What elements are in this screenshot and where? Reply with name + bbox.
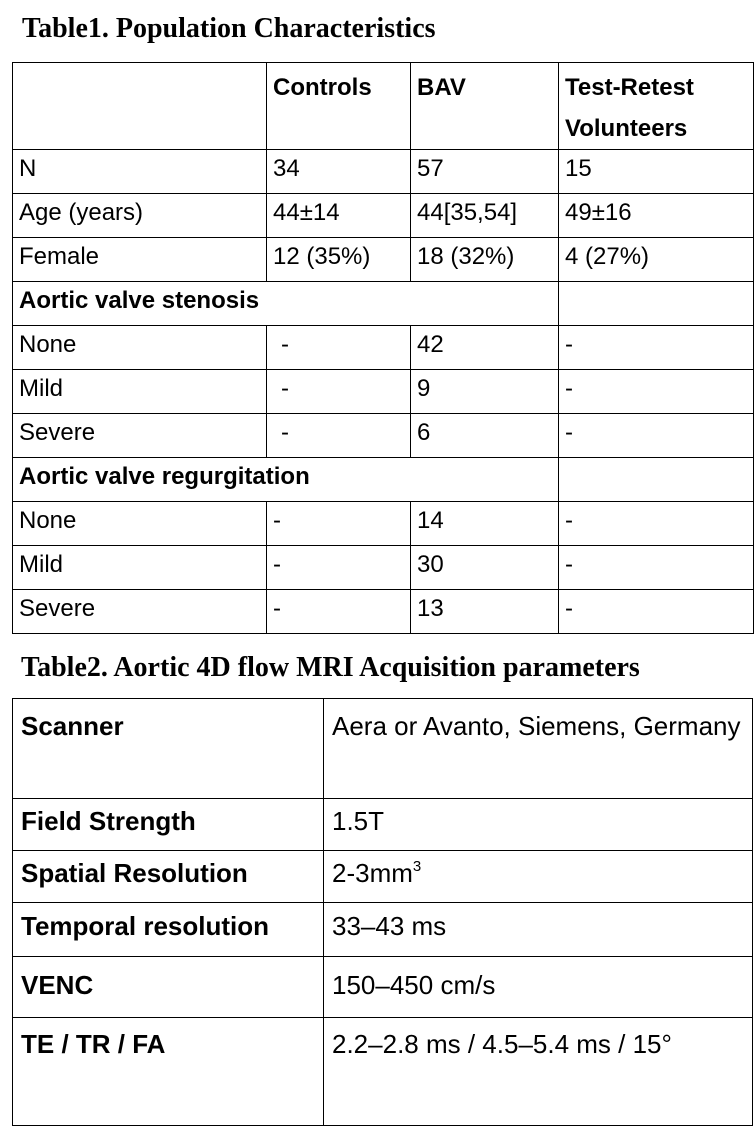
table-header-row [13, 63, 754, 150]
cubic-superscript: 3 [412, 858, 422, 875]
cell-value: 57 [411, 150, 559, 194]
row-label: Mild [13, 370, 267, 414]
param-label-scanner: Scanner [13, 699, 324, 799]
header-cell-test-retest: Test-Retest Volunteers [559, 63, 754, 150]
table-row [13, 957, 753, 1018]
cell-value: 44±14 [267, 194, 411, 238]
row-label: Severe [13, 414, 267, 458]
table-row [13, 370, 754, 414]
cell-value: - [559, 414, 754, 458]
param-label-te-tr-fa: TE / TR / FA [13, 1018, 324, 1126]
cell-value: - [559, 326, 754, 370]
cell-value: 14 [411, 502, 559, 546]
param-label-spatial-resolution: Spatial Resolution [13, 851, 324, 903]
table-row [13, 799, 753, 851]
cell-value: 9 [411, 370, 559, 414]
cell-value: 6 [411, 414, 559, 458]
row-label-n: N [13, 150, 267, 194]
param-label-temporal-resolution: Temporal resolution [13, 903, 324, 957]
cell-value: 44[35,54] [411, 194, 559, 238]
table1-caption: Table1. Population Characteristics [22, 13, 436, 44]
param-value-spatial-resolution [324, 851, 753, 903]
table-row [13, 326, 754, 370]
cell-value: - [559, 370, 754, 414]
row-label: None [13, 326, 267, 370]
table-row [13, 502, 754, 546]
cell-value: - [267, 546, 411, 590]
row-label: None [13, 502, 267, 546]
table-row [13, 590, 754, 634]
cell-value: - [559, 502, 754, 546]
cell-value: - [559, 590, 754, 634]
table-row [13, 546, 754, 590]
param-value-temporal-resolution: 33–43 ms [324, 903, 753, 957]
table-row [13, 150, 754, 194]
param-value-scanner: Aera or Avanto, Siemens, Germany [324, 699, 753, 799]
cell-value: 13 [411, 590, 559, 634]
section-title-stenosis: Aortic valve stenosis [13, 282, 559, 326]
table-row [13, 903, 753, 957]
cell-value: 30 [411, 546, 559, 590]
header-cell-bav: BAV [411, 63, 559, 150]
population-characteristics-table [12, 62, 754, 634]
row-label-female: Female [13, 238, 267, 282]
cell-value: 15 [559, 150, 754, 194]
cell-value: 49±16 [559, 194, 754, 238]
param-value-venc: 150–450 cm/s [324, 957, 753, 1018]
section-empty-cell [559, 282, 754, 326]
cell-value: 42 [411, 326, 559, 370]
cell-value: - [559, 546, 754, 590]
table-row [13, 194, 754, 238]
param-label-venc: VENC [13, 957, 324, 1018]
section-header-row [13, 458, 754, 502]
section-header-row [13, 282, 754, 326]
header-cell-empty [13, 63, 267, 150]
param-label-field-strength: Field Strength [13, 799, 324, 851]
table-row [13, 699, 753, 799]
cell-value: 4 (27%) [559, 238, 754, 282]
param-value-field-strength: 1.5T [324, 799, 753, 851]
row-label-age: Age (years) [13, 194, 267, 238]
cell-value: - [267, 326, 411, 370]
table-row [13, 238, 754, 282]
table2-caption: Table2. Aortic 4D flow MRI Acquisition parameters [21, 652, 640, 683]
section-title-regurgitation: Aortic valve regurgitation [13, 458, 559, 502]
table-row [13, 1018, 753, 1126]
spatial-resolution-value: 2-3mm [332, 858, 413, 888]
param-value-te-tr-fa: 2.2–2.8 ms / 4.5–5.4 ms / 15° [324, 1018, 753, 1126]
cell-value: - [267, 414, 411, 458]
cell-value: - [267, 502, 411, 546]
cell-value: - [267, 370, 411, 414]
row-label: Mild [13, 546, 267, 590]
cell-value: 18 (32%) [411, 238, 559, 282]
cell-value: 12 (35%) [267, 238, 411, 282]
cell-value: - [267, 590, 411, 634]
row-label: Severe [13, 590, 267, 634]
table-row [13, 851, 753, 903]
section-empty-cell [559, 458, 754, 502]
acquisition-parameters-table [12, 698, 753, 1126]
table-row [13, 414, 754, 458]
cell-value: 34 [267, 150, 411, 194]
header-cell-controls: Controls [267, 63, 411, 150]
